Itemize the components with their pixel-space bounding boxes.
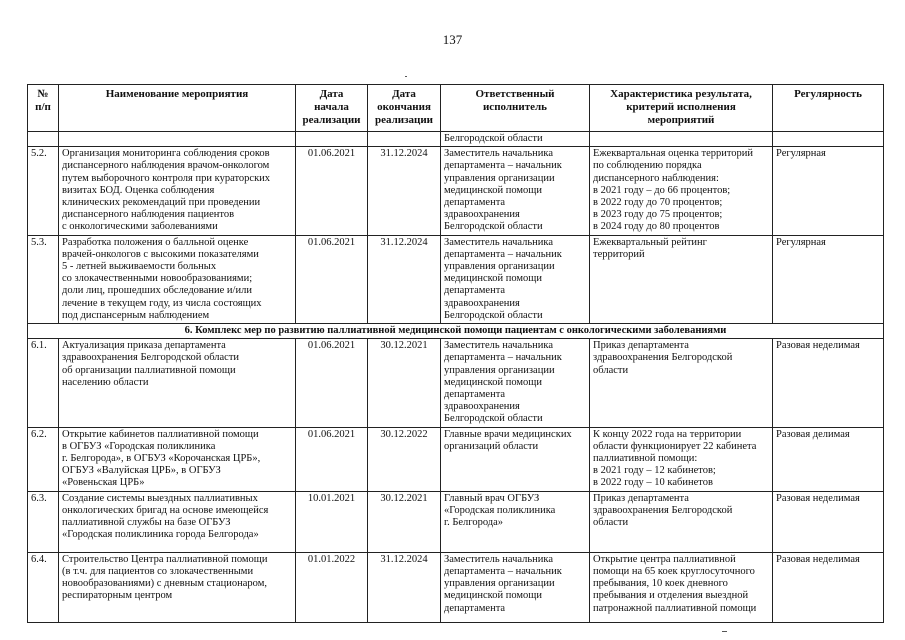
row-num: 5.3. <box>28 235 59 323</box>
header-start-date: Дата начала реализации <box>296 85 368 132</box>
row-end-date: 30.12.2021 <box>368 339 441 427</box>
row-responsible: Главный врач ОГБУЗ «Городская поликлиника г. Белгорода» <box>441 491 590 552</box>
row-result: Приказ департамента здравоохранения Белгородской области <box>590 491 773 552</box>
row-name: Строительство Центра паллиативной помощи (в т.ч. для пациентов со злокачественными новообразованиями) с дневным стационаром, респираторным центром <box>59 552 296 622</box>
row-end-date: 31.12.2024 <box>368 235 441 323</box>
header-end-date: Дата окончания реализации <box>368 85 441 132</box>
header-regularity: Регулярность <box>773 85 884 132</box>
header-responsible: Ответственный исполнитель <box>441 85 590 132</box>
scan-speck <box>722 631 727 632</box>
row-start-date: 01.01.2022 <box>296 552 368 622</box>
header-row <box>28 85 884 132</box>
row-start-date: 01.06.2021 <box>296 147 368 235</box>
row-regularity: Разовая неделимая <box>773 339 884 427</box>
row-start-date: 01.06.2021 <box>296 235 368 323</box>
row-name: Актуализация приказа департамента здравоохранения Белгородской области об организации паллиативной помощи населению области <box>59 339 296 427</box>
section-row <box>28 324 884 339</box>
row-responsible: Заместитель начальника департамента – начальник управления организации медицинской помощи департамента здравоохранения Белгородской области <box>441 339 590 427</box>
row-name: Создание системы выездных паллиативных онкологических бригад на основе имеющейся паллиативной службы на базе ОГБУЗ «Городская поликлиника города Белгорода» <box>59 491 296 552</box>
header-name: Наименование мероприятия <box>59 85 296 132</box>
table-row <box>28 552 884 622</box>
row-regularity: Регулярная <box>773 147 884 235</box>
row-result: Приказ департамента здравоохранения Белгородской области <box>590 339 773 427</box>
row-end-date: 30.12.2022 <box>368 427 441 491</box>
row-result: Открытие центра паллиативной помощи на 65 коек круглосуточного пребывания, 10 коек дневного пребывания и отделения выездной патронажной паллиативной помощи <box>590 552 773 622</box>
row-num: 6.1. <box>28 339 59 427</box>
row-result: Ежеквартальная оценка территорий по соблюдению порядка диспансерного наблюдения: в 2021 году – до 66 процентов; в 2022 году до 70 процентов; в 2023 году до 75 процентов; в 2024 году до 80 процентов <box>590 147 773 235</box>
header-num: № п/п <box>28 85 59 132</box>
row-num: 5.2. <box>28 147 59 235</box>
header-result: Характеристика результата, критерий исполнения мероприятий <box>590 85 773 132</box>
row-responsible: Заместитель начальника департамента – начальник управления организации медицинской помощи департамента здравоохранения Белгородской области <box>441 147 590 235</box>
row-num: 6.4. <box>28 552 59 622</box>
row-start-date: 01.06.2021 <box>296 427 368 491</box>
measures-table <box>27 84 884 623</box>
continuation-row <box>28 132 884 147</box>
row-start-date: 10.01.2021 <box>296 491 368 552</box>
row-num: 6.3. <box>28 491 59 552</box>
table-row <box>28 147 884 235</box>
row-regularity: Разовая делимая <box>773 427 884 491</box>
row-regularity: Разовая неделимая <box>773 552 884 622</box>
row-responsible: Заместитель начальника департамента – начальник управления организации медицинской помощи департамента здравоохранения Белгородской области <box>441 235 590 323</box>
table-row <box>28 491 884 552</box>
section-title: 6. Комплекс мер по развитию паллиативной медицинской помощи пациентам с онкологическими заболеваниями <box>28 324 884 339</box>
table-row <box>28 339 884 427</box>
row-responsible: Заместитель начальника департамента – начальник управления организации медицинской помощи департамента <box>441 552 590 622</box>
table-row <box>28 235 884 323</box>
row-responsible: Главные врачи медицинских организаций области <box>441 427 590 491</box>
row-regularity: Разовая неделимая <box>773 491 884 552</box>
page-number: 137 <box>442 32 463 47</box>
row-start-date: 01.06.2021 <box>296 339 368 427</box>
row-end-date: 31.12.2024 <box>368 552 441 622</box>
row-result: К концу 2022 года на территории области функционирует 22 кабинета паллиативной помощи: в 2021 году – 12 кабинетов; в 2022 году – 10 кабинетов <box>590 427 773 491</box>
continuation-responsible: Белгородской области <box>441 132 590 147</box>
row-regularity: Регулярная <box>773 235 884 323</box>
scan-speck <box>405 76 407 77</box>
row-num: 6.2. <box>28 427 59 491</box>
table-row <box>28 427 884 491</box>
row-name: Разработка положения о балльной оценке врачей-онкологов с высокими показателями 5 - летней выживаемости больных со злокачественными новообразованиями; доли лиц, прошедших обследование и/или лечение в текущем году, из числа состоящих под диспансерным наблюдением <box>59 235 296 323</box>
row-end-date: 31.12.2024 <box>368 147 441 235</box>
row-result: Ежеквартальный рейтинг территорий <box>590 235 773 323</box>
row-name: Открытие кабинетов паллиативной помощи в ОГБУЗ «Городская поликлиника г. Белгорода», в ОГБУЗ «Корочанская ЦРБ», ОГБУЗ «Валуйская ЦРБ», в ОГБУЗ «Ровеньская ЦРБ» <box>59 427 296 491</box>
row-end-date: 30.12.2021 <box>368 491 441 552</box>
row-name: Организация мониторинга соблюдения сроков диспансерного наблюдения врачом-онкологом путем выборочного контроля при кураторских визитах БОД. Оценка соблюдения клинических рекомендаций при проведении диспансерного наблюдения пациентов с онкологическими заболеваниями <box>59 147 296 235</box>
